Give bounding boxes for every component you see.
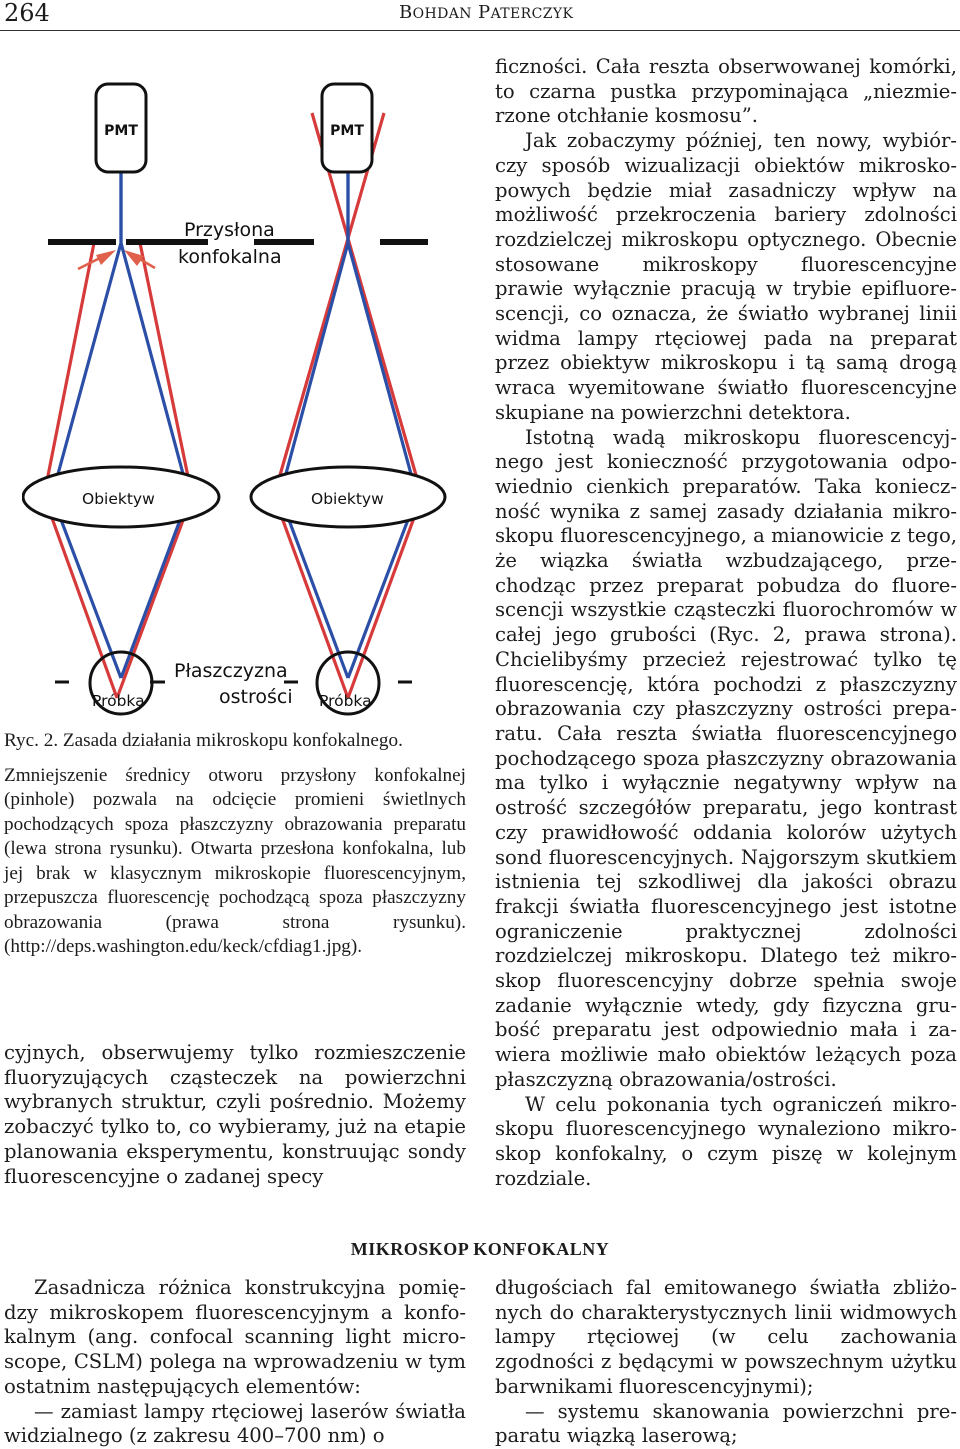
right-bottom-paragraph-1: długościach fal emitowanego światła zbliżonych do charakterystycznych linii widmowych lampy rtęciowej (w celu zachowania zgodności z będącymi w powszechnym użytku barwnikami fluorescencyjnymi); xyxy=(495,1276,957,1398)
right-top-paragraph-3: Istotną wadą mikroskopu fluorescencyjnego jest konieczność przygotowania odpowiednio cienkich preparatów. Taka konieczność wynika z samej zasady działania mikroskopu fluorescencyjnego, a mianowicie z tego, że wiązka światła wzbudzającego, przechodząc przez preparat pobudza do fluorescencji wszystkie cząsteczki fluorochromów w całej jego grubości (Ryc. 2, prawa strona). Chcielibyśmy przecież rejestrować tylko tę fluorescencję, która pochodzi z płaszczyzny obrazowania czy płaszczyzny ostrości preparatu. Cała reszta światła fluorescencyjnego pochodzącego spoza płaszczyzny obrazowania ma tylko i wyłącznie negatywny wpływ na ostrość szczegółów preparatu, jego kontrast czy prawidłowość oddania kolorów użytych sond fluorescencyjnych. Najgorszym skutkiem istnienia tej szkodliwej dla jakości obrazu frakcji światła fluorescencyjnego jest istotne ograniczenie praktycznej zdolności rozdzielczej mikroskopu. Dlatego też mikroskop fluorescencyjny dobrze spełnia swoje zadanie wyłącznie wtedy, gdy fizyczna grubość preparatu jest odpowiednio mała i zawiera możliwie mało obiektów leżących poza płaszczyzną obrazowania/ostrości. xyxy=(495,425,957,1091)
right-rays xyxy=(274,113,422,698)
author-first-rest: OHDAN xyxy=(412,6,472,22)
page-number: 264 xyxy=(4,0,50,27)
caption-title: Ryc. 2. Zasada działania mikroskopu konfokalnego. xyxy=(4,730,403,751)
aperture-label-line2: konfokalna xyxy=(178,246,282,268)
right-top-paragraph-1: ficzności. Cała reszta obserwowanej komórki, to czarna pustka przypominająca „niezmierzone otchłanie kosmosu”. xyxy=(495,55,957,128)
left-column-top xyxy=(4,1041,466,1189)
right-red-ray-right xyxy=(312,113,422,698)
right-top-paragraph-2: Jak zobaczymy później, ten nowy, wybiórczy sposób wizualizacji obiektów mikroskopowych będzie miał zasadniczy wpływ na możliwość przekroczenia bariery zdolności rozdzielczej mikroskopu optycznego. Obecnie stosowane mikroskopy fluorescencyjne prawie wyłącznie pracują w trybie epifluorescencji, co oznacza, że światło wybranej linii widma lampy rtęciowej pada na preparat przez obiektyw mikroskopu i tą samą drogą wraca wyemitowane światło fluorescencyjne skupiane na powierzchni detektora. xyxy=(495,129,957,424)
left-top-paragraph-1: cyjnych, obserwujemy tylko rozmieszczenie fluoryzujących cząsteczek na powierzchni wybranych struktur, czyli pośrednio. Możemy zobaczyć tylko to, co wybieramy, już na etapie planowania eksperymentu, konstruując sondy fluorescencyjne o zadanej specy xyxy=(4,1041,466,1188)
left-bottom-paragraph-1: Zasadnicza różnica konstrukcyjna pomiędzy mikroskopem fluorescencyjnym a konfokalnym (ang. confocal scanning light microscope, CSLM) polega na wprowadzeniu w tym ostatnim następujących elementów: xyxy=(4,1276,466,1398)
author-first-initial: B xyxy=(399,2,413,23)
right-red-ray-left xyxy=(274,113,384,698)
diagram-canvas xyxy=(22,78,467,728)
left-rays xyxy=(44,168,192,698)
right-pmt-label: PMT xyxy=(330,123,364,139)
focal-plane-label-line2: ostrości xyxy=(219,686,293,708)
right-column-bottom xyxy=(495,1276,957,1449)
left-bottom-paragraph-2: — zamiast lampy rtęciowej laserów światła widzialnego (z zakresu 400–700 nm) o xyxy=(4,1399,466,1448)
figure-caption xyxy=(4,729,466,960)
header-rule xyxy=(0,30,960,31)
figure-confocal-diagram xyxy=(22,78,467,728)
section-title: MIKROSKOP KONFOKALNY xyxy=(350,1239,610,1259)
arrow-head-left xyxy=(96,250,116,265)
left-sample-label: Próbka xyxy=(92,692,145,710)
right-top-paragraph-4: W celu pokonania tych ograniczeń mikroskopu fluorescencyjnego wynaleziono mikroskop konfokalny, o czym piszę w kolejnym rozdziale. xyxy=(495,1092,957,1190)
running-header xyxy=(0,0,960,28)
caption-body: Zmniejszenie średnicy otworu przysłony konfokalnej (pinhole) pozwala na odcięcie promieni świetlnych pochodzących spoza płaszczyzny obrazowania preparatu (lewa strona rysunku). Otwarta przesłona konfokalna, lub jej brak w klasycznym mikroskopie fluorescencyjnym, przepuszcza fluorescencję pochodzącą spoza płaszczyzny obrazowania (prawa strona rysunku). (http://deps.washington.edu/keck/cfdiag1.​jpg). xyxy=(4,764,466,957)
running-head-author xyxy=(399,1,573,26)
focal-plane-label-line1: Płaszczyzna xyxy=(174,660,288,682)
author-last-initial: P xyxy=(478,2,491,23)
right-panel xyxy=(251,84,445,714)
left-objective-label: Obiektyw xyxy=(82,490,155,508)
right-column-top xyxy=(495,55,957,1191)
right-objective-label: Obiektyw xyxy=(311,490,384,508)
right-sample-label: Próbka xyxy=(319,692,372,710)
right-bottom-paragraph-2: — systemu skanowania powierzchni preparatu wiązką laserową; xyxy=(495,1399,957,1448)
left-column-bottom xyxy=(4,1276,466,1449)
left-pmt-label: PMT xyxy=(104,123,138,139)
author-last-rest: ATERCZYK xyxy=(490,6,574,22)
left-panel xyxy=(23,84,293,714)
aperture-label-line1: Przysłona xyxy=(184,219,275,241)
